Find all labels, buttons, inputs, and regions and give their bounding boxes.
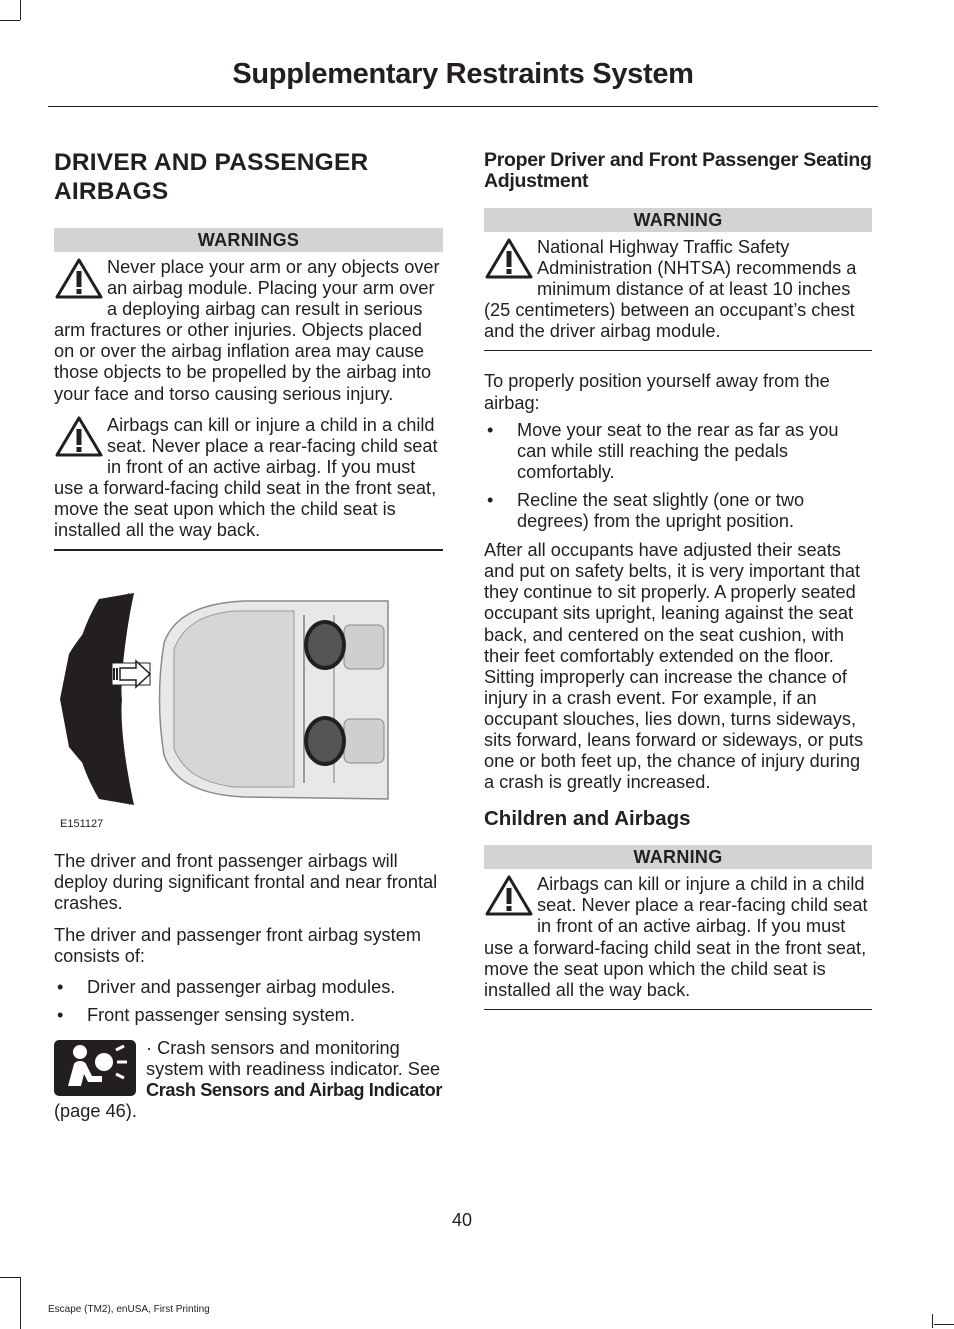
warning-label: WARNING [484, 845, 872, 869]
warnings-label: WARNINGS [54, 228, 443, 252]
warning-triangle-icon [484, 237, 534, 281]
right-column [484, 140, 872, 1010]
paragraph: The driver and passenger front airbag system consists of: [54, 924, 421, 966]
warning-triangle-icon [54, 257, 104, 301]
list-item-text: Recline the seat slightly (one or two degrees) from the upright position. [517, 489, 805, 532]
paragraph: To properly position yourself away from the airbag: [484, 371, 830, 413]
warning-item [54, 257, 443, 405]
page-reference: (page 46). [54, 1101, 137, 1122]
list-item-text: Front passenger sensing system. [87, 1004, 355, 1025]
warning-end-rule [54, 549, 443, 551]
footer-text: Escape (TM2), enUSA, First Printing [48, 1304, 210, 1315]
section-heading: DRIVER AND PASSENGER AIRBAGS [54, 149, 369, 205]
crop-mark [20, 1314, 21, 1328]
bullet-glyph: • [57, 976, 64, 997]
warning-text: Airbags can kill or injure a child in a child seat. Never place a rear-facing child seat in front of an active airbag. If you must use a forward-facing child seat in the front seat, move the seat upon which the child seat is installed all the way back. [54, 414, 438, 541]
crop-mark [934, 1324, 954, 1325]
crash-sensors-link[interactable]: Crash Sensors and Airbag Indicator [146, 1080, 442, 1101]
airbag-deployment-figure [54, 559, 443, 839]
left-column [54, 140, 443, 1122]
paragraph: After all occupants have adjusted their seats and put on safety belts, it is very important that they continue to sit properly. A properly seated occupant sits upright, leaning against the seat back, and centered on the seat cushion, with their feet comfortably extended on the floor. Sitting improperly can increase the chance of injury in a crash event. For example, if an occupant slouches, lies down, turns sideways, sits forward, leans forward or sideways, or puts one or both feet up, the chance of injury during a crash is greatly increased. [484, 540, 864, 793]
airbag-indicator-icon [54, 1040, 136, 1096]
indicator-text: · Crash sensors and monitoring system with readiness indicator. See [146, 1037, 441, 1079]
crop-mark [20, 0, 21, 20]
paragraph: The driver and front passenger airbags will deploy during significant frontal and near frontal crashes. [54, 851, 438, 914]
warning-text: National Highway Traffic Safety Administration (NHTSA) recommends a minimum distance of at least 10 inches (25 centimeters) between an occupant’s chest and the driver airbag module. [484, 237, 857, 342]
list-item [54, 977, 443, 998]
warning-triangle-icon [484, 874, 534, 918]
page-number: 40 [451, 1210, 473, 1230]
crop-mark [932, 1314, 933, 1328]
crop-mark [0, 1277, 20, 1278]
vehicle-airbag-illustration [54, 559, 443, 839]
list-item-text: Driver and passenger airbag modules. [87, 976, 396, 997]
bullet-glyph: • [57, 1004, 64, 1025]
warning-text: Never place your arm or any objects over an airbag module. Placing your arm over a deploying airbag can result in serious arm fractures or other injuries. Objects placed on or over the airbag inflation area may cause those objects to be propelled by the airbag into your face and torso causing serious injury. [54, 257, 440, 404]
crop-mark [0, 20, 20, 21]
figure-id: E151127 [60, 818, 104, 831]
warning-item [484, 874, 872, 1001]
header-divider [48, 106, 878, 107]
bullet-list [484, 420, 872, 532]
bullet-glyph: • [487, 489, 494, 510]
list-item [484, 420, 872, 483]
list-item-text: Move your seat to the rear as far as you can while still reaching the pedals comfortably. [517, 419, 839, 482]
warning-item [484, 237, 872, 342]
bullet-glyph: • [487, 419, 494, 440]
list-item [54, 1005, 443, 1026]
warning-item [54, 415, 443, 542]
subheading: Children and Airbags [484, 807, 691, 831]
warning-label: WARNING [484, 208, 872, 232]
page-title: Supplementary Restraints System [232, 58, 694, 90]
bullet-list [54, 977, 443, 1026]
list-item [484, 490, 872, 532]
warning-end-rule [484, 350, 872, 351]
warning-text: Airbags can kill or injure a child in a child seat. Never place a rear-facing child seat in front of an active airbag. If you must use a forward-facing child seat in the front seat, move the seat upon which the child seat is installed all the way back. [484, 874, 868, 1000]
warning-triangle-icon [54, 415, 104, 459]
indicator-block [54, 1038, 443, 1122]
section-heading: Proper Driver and Front Passenger Seating Adjustment [484, 149, 872, 192]
warning-end-rule [484, 1009, 872, 1010]
